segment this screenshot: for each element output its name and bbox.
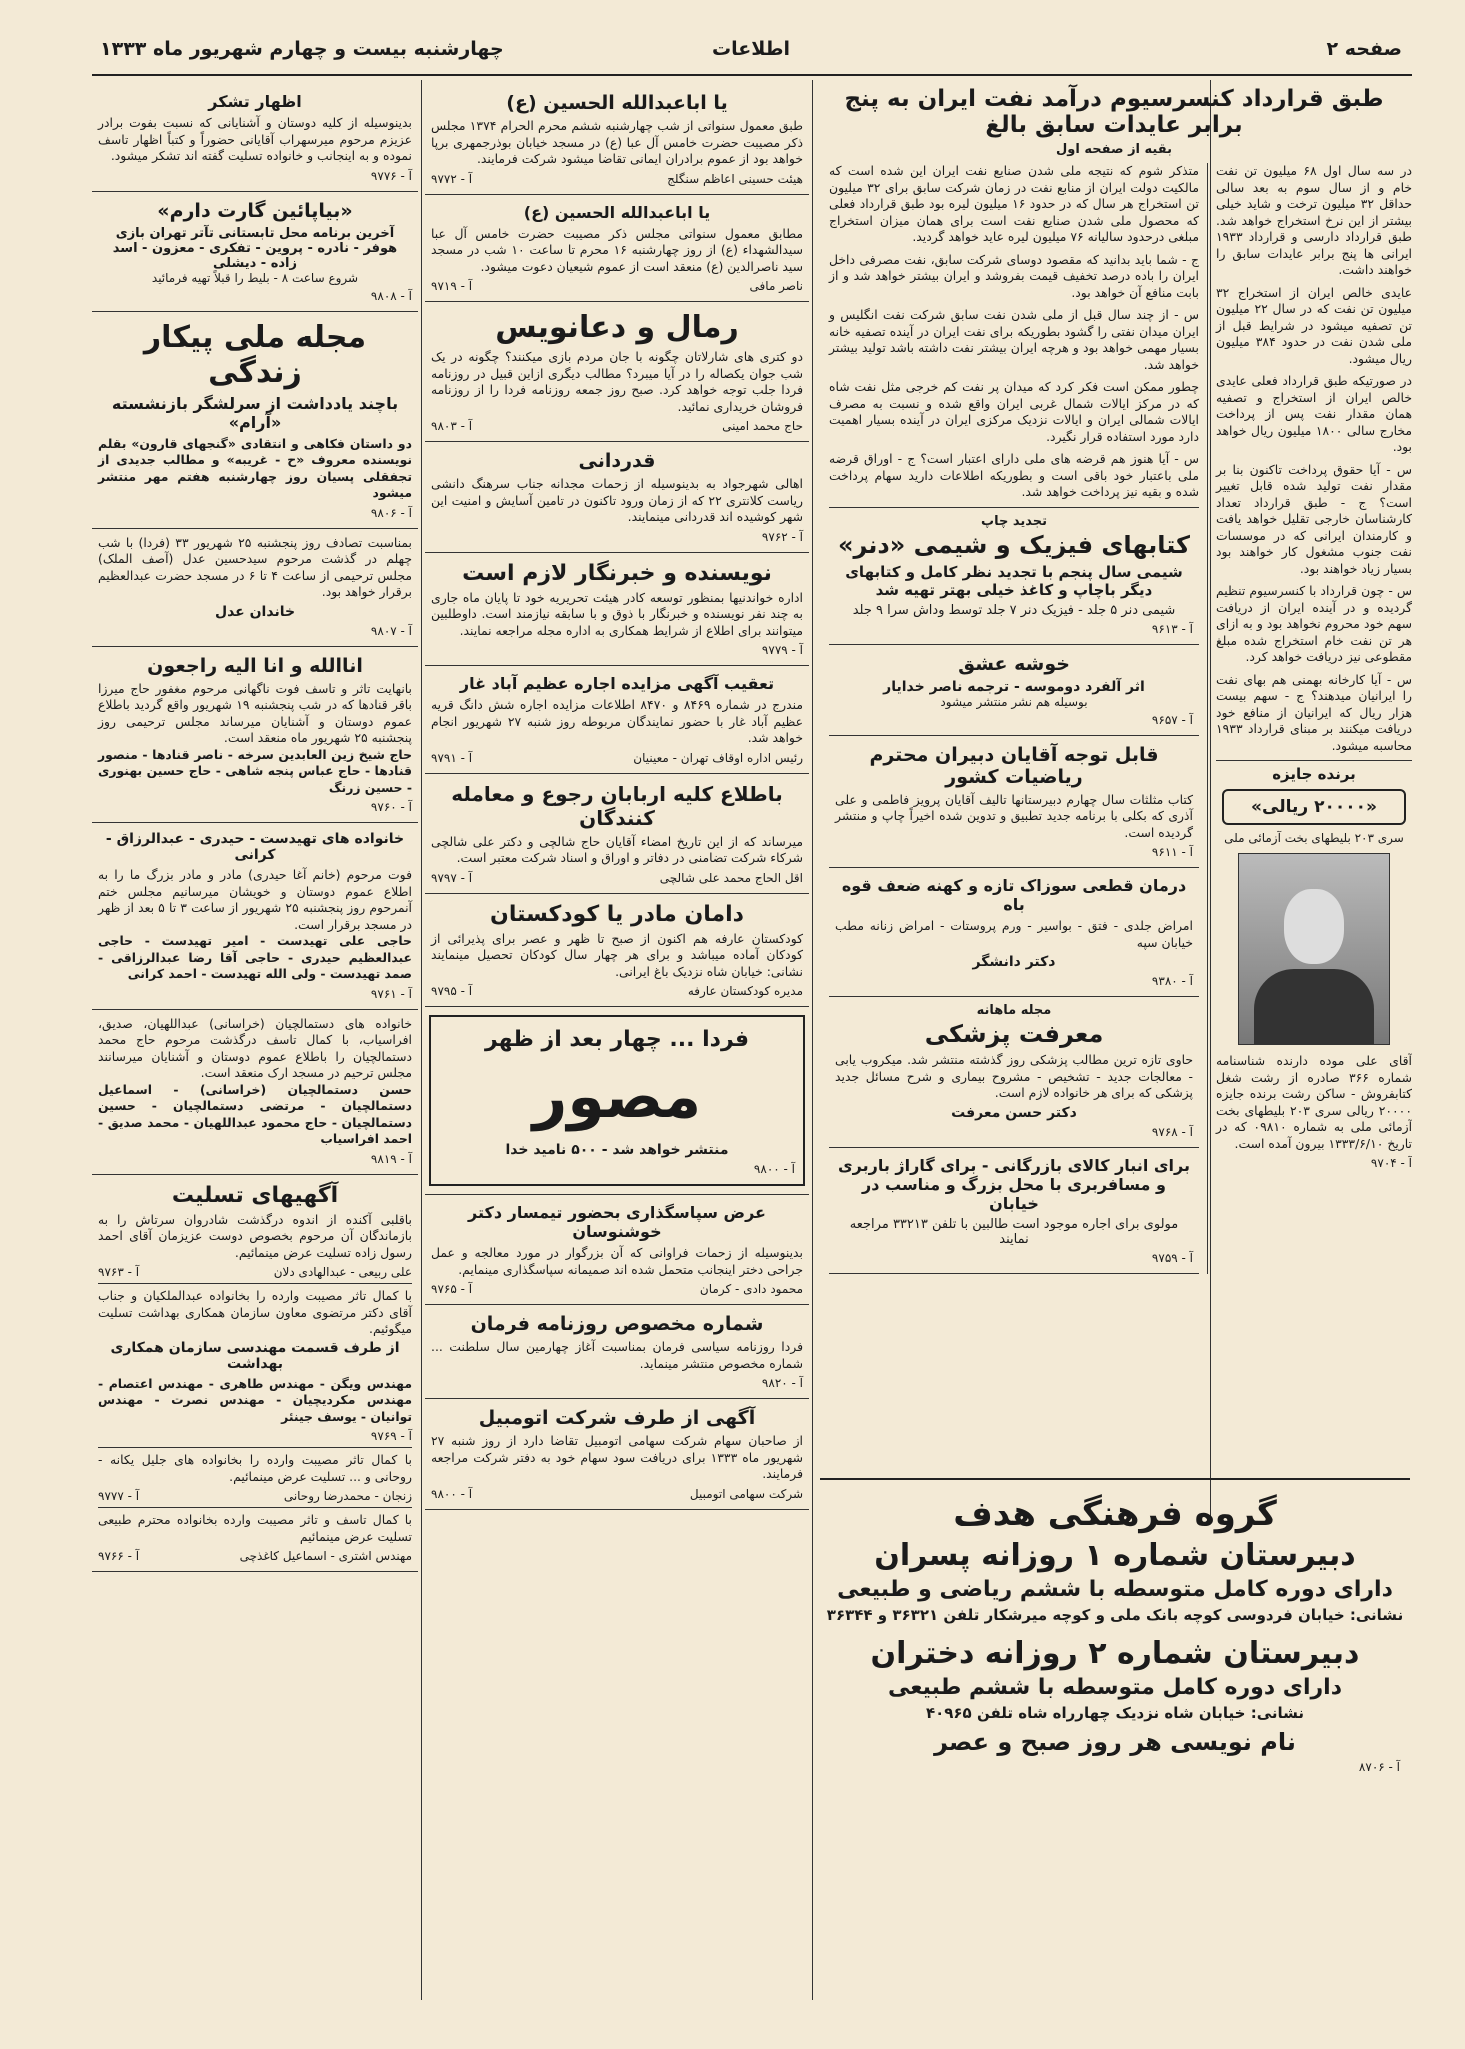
ad-text: بانهایت تاثر و تاسف فوت ناگهانی مرحوم مغفور حاج میرزا باقر قنادها که در شب پنجشنبه ۱۹ شهریور واقع گردید باطلاع عموم دوستان و آشنایان میرساند مجلس ترحیمی روز پنجشنبه ۲۵ شهریور ماه منعقد است. bbox=[98, 680, 412, 745]
ad-hadaf-schools bbox=[820, 1478, 1410, 2020]
ad-code: آ - ۹۷۷۷ bbox=[98, 1489, 140, 1503]
ad-names: حاجی علی تهیدست - امیر تهیدست - حاجی عبدالعظیم حیدری - حاجی آقا رضا عبدالرزاقی - صمد تهیدست - ولی الله تهیدست - احمد کرانی bbox=[98, 933, 412, 981]
column-divider bbox=[812, 80, 813, 2000]
ad-fortune-tellers bbox=[425, 302, 809, 442]
ad-mosavar-magazine bbox=[429, 1015, 805, 1186]
ad-text: اثر آلفرد دوموسه - ترجمه ناصر خدایار bbox=[883, 678, 1145, 695]
ad-code: آ - ۹۷۷۶ bbox=[370, 168, 412, 183]
ad-appreciation bbox=[425, 442, 809, 553]
column-divider bbox=[421, 80, 422, 2000]
ad-title: معرفت پزشکی bbox=[924, 1020, 1104, 1048]
ad-signature: خاندان عدل bbox=[214, 603, 296, 620]
ad-code: آ - ۹۷۶۲ bbox=[761, 529, 803, 544]
ad-code: آ - ۹۸۰۷ bbox=[370, 623, 412, 638]
ad-code: آ - ۹۶۱۱ bbox=[1151, 845, 1193, 859]
page-number: صفحه ۲ bbox=[1326, 38, 1402, 60]
ad-code: آ - ۹۸۰۸ bbox=[370, 288, 412, 303]
ad-theater bbox=[92, 192, 418, 312]
ad-title: «بیاپائین گارت دارم» bbox=[157, 199, 353, 222]
ad-thanks-doctor bbox=[425, 1194, 809, 1305]
lead-article-column bbox=[816, 84, 1412, 1484]
ad-title: عرض سپاسگذاری بحضور تیمسار دکتر خوشنوسان bbox=[468, 1203, 766, 1241]
newspaper-name: اطلاعات bbox=[712, 38, 791, 60]
ad-code: آ - ۹۷۷۹ bbox=[761, 643, 803, 657]
ad-signature: دکتر حسن معرفت bbox=[951, 1104, 1077, 1121]
ad-obituary-3 bbox=[92, 1010, 418, 1175]
ad-obituary-1 bbox=[92, 647, 418, 824]
ad-code: آ - ۹۸۰۰ bbox=[431, 1486, 473, 1501]
ad-code: آ - ۹۳۸۰ bbox=[1151, 974, 1193, 988]
school-detail: دارای دوره کامل متوسطه با ششم ریاضی و طبیعی bbox=[837, 1577, 1393, 1602]
prize-series: سری ۲۰۳ بلیطهای بخت آزمائی ملی bbox=[1224, 831, 1404, 845]
ad-book-love bbox=[829, 645, 1199, 736]
ad-title: شماره مخصوص روزنامه فرمان bbox=[470, 1313, 764, 1335]
ad-code: آ - ۹۷۶۸ bbox=[1151, 1124, 1193, 1139]
ad-text: بدینوسیله از کلیه دوستان و آشنایانی که نسبت بفوت برادر عزیزم مرحوم میرسهراب آقایانی حضوراً و کتباً اظهار تاسف نموده و به اینجانب و خانواده تسلیت گفته اند تشکر میشود. bbox=[98, 115, 412, 163]
ad-code: آ - ۹۷۶۹ bbox=[370, 1429, 412, 1443]
ad-math-teachers bbox=[829, 736, 1199, 869]
ad-title: اظهار تشکر bbox=[208, 92, 302, 111]
ad-signature: شرکت سهامی اتومبیل bbox=[689, 1486, 803, 1501]
ad-text: خانواده های دستمالچیان (خراسانی) عبداللهیان، صدیق، افراسیاب، با کمال تاسف درگذشت مرحوم حاج محمد دستمالچیان را باطلاع عموم دوستان و آشنایان میرسانند مجلس ترحیم در مسجد ارک منعقد است. bbox=[98, 1015, 412, 1080]
ad-signature: حاج محمد امینی bbox=[722, 419, 803, 433]
ad-code: آ - ۹۷۱۹ bbox=[431, 279, 473, 293]
ad-text: با کمال تاسف و تاثر مصیبت وارده بخانواده محترم طبیعی تسلیت عرض مینمائیم bbox=[98, 1512, 412, 1544]
ad-signature: مهندس اشتری - اسماعیل کاغذچی bbox=[239, 1549, 412, 1563]
ad-code: آ - ۹۶۱۳ bbox=[1151, 621, 1193, 636]
ad-signature: هیئت حسینی اعاظم سنگلج bbox=[667, 171, 803, 186]
ad-title: باطلاع کلیه اربابان رجوع و معامله کنندگان bbox=[451, 781, 783, 830]
school-name: دبیرستان شماره ۱ روزانه پسران bbox=[874, 1538, 1356, 1573]
ad-text: بمناسبت تصادف روز پنجشنبه ۲۵ شهریور ۳۳ (فردا) با شب چهلم در گذشت مرحوم سیدحسین عدل (آصف الملک) مجلس ترحیمی از ساعت ۴ تا ۶ در مسجد حضرت عبدالعظیم برقرار خواهد بود. bbox=[98, 534, 412, 599]
ad-memorial-adl bbox=[92, 529, 418, 647]
ad-title: اناالله و انا الیه راجعون bbox=[147, 654, 363, 677]
ad-text: اهالی شهرجواد به بدینوسیله از زحمات مجدانه جناب سرهنگ دانشی ریاست کلانتری ۲۲ که از زمان ورود تاکنون در تامین آسایش و امنیت این شهر کوشیده اند قدردانی مینمایند. bbox=[431, 476, 803, 524]
ad-text: شیمی دنر ۵ جلد - فیزیک دنر ۷ جلد توسط وداش سرا ۹ جلد bbox=[852, 602, 1176, 618]
notices-column bbox=[92, 84, 418, 2014]
section-title: آگهیهای تسلیت bbox=[171, 1182, 339, 1208]
ad-code: آ - ۹۷۶۰ bbox=[370, 800, 412, 814]
ad-text: دو کتری های شارلاتان چگونه با جان مردم بازی میکنند؟ چگونه در یک شب جوان یکصاله را در آیا میبرد؟ مطالب دیگری ازاین قبیل در روزنامه فردا جلب توجه خواهد کرد. صبح روز جمعه روزنامه فردا را از روزنامه فروشان خریداری نمائید. bbox=[431, 349, 803, 414]
lead-paragraph: در سه سال اول ۶۸ میلیون تن نفت خام و از سال سوم به بعد سالی حداقل ۳۲ میلیون ترخت و شاید خیلی بیشتر از این نرخ استخراج خواهد شد. طبق قرارداد دارسی و قرارداد ۱۹۳۳ ایرانی ها پنج برابر عایدات سابق را خواهند داشت. bbox=[1216, 163, 1412, 277]
ad-text: با کمال تاثر مصیبت وارده را بخانواده های جلیل یکانه - روحانی و ... تسلیت عرض مینمائیم. bbox=[98, 1452, 412, 1484]
ad-title: نویسنده و خبرنگار لازم است bbox=[462, 560, 772, 586]
lead-paragraph: س - آیا حقوق پرداخت تاکنون بنا بر مقدار نفت تولید شده قابل تغییر است؟ ج - طبق قرارداد تعداد کارشناسان خارجی تقلیل خواهد یافت و کارمندان ایرانی که در موسسات نفت جنوب مشغول کار خواهند بود بسیار زیاد خواهند بود. bbox=[1216, 461, 1412, 576]
lead-paragraph: س - آیا کارخانه بهمنی هم بهای نفت را ایرانیان میدهند؟ ج - سهم بیست هزار ریال که ایرانیان از منافع خود دریافت میکنند بر مبنای قرارداد ۱۹۳۳ محاسبه میشود. bbox=[1216, 671, 1412, 753]
ad-thanks bbox=[92, 84, 418, 192]
ad-code: آ - ۹۷۹۱ bbox=[431, 750, 473, 765]
ad-code: آ - ۹۷۵۹ bbox=[1151, 1250, 1193, 1265]
lead-headline: طبق قرارداد کنسرسیوم درآمد نفت ایران به پنج برابر عایدات سابق بالغ bbox=[844, 86, 1384, 138]
ad-text: باقلبی آکنده از اندوه درگذشت شادروان سرتاش را به بازماندگان آن مرحوم بخصوص دوست عزیزمان آقای احمد رسول زاده تسلیت عرض مینمائیم. bbox=[98, 1211, 412, 1260]
ad-title: دامان مادر یا کودکستان bbox=[490, 901, 744, 927]
ad-auction bbox=[425, 666, 809, 774]
ad-names: حاج شیخ زین العابدین سرخه - ناصر قنادها - منصور قنادها - حاج عباس پنجه شاهی - حاج حسین بهنوری - حسین زرنگ bbox=[98, 746, 412, 795]
ad-kicker: مجله ماهانه bbox=[976, 1003, 1052, 1018]
ad-text: فوت مرحوم (خانم آغا حیدری) مادر و مادر بزرگ ما را به اطلاع عموم دوستان و خویشان میرسانیم مجلس ختم آنمرحوم روز پنجشنبه ۲۵ شهریور از ساعت ۳ تا ۵ بعد از ظهر در مسجد برقرار است. bbox=[98, 867, 412, 932]
prize-heading: برنده جایزه bbox=[1272, 765, 1356, 783]
winner-photo bbox=[1238, 853, 1390, 1045]
ad-text: امراض جلدی - فتق - بواسیر - ورم پروستات - امراض زنانه مطب خیابان سپه bbox=[835, 918, 1193, 950]
ad-title: خوشه عشق bbox=[958, 652, 1070, 675]
ad-physics-books bbox=[829, 507, 1199, 645]
lead-paragraph: عایدی خالص ایران از استخراج ۳۲ میلیون تن نفت که در سال ۲۲ میلیون تن تصفیه میشود در شرایط قبل از ملی شدن نفت در حدود ۳۸۴ میلیون ریال میشود. bbox=[1216, 284, 1412, 366]
ad-code: آ - ۹۷۰۴ bbox=[1370, 1156, 1412, 1170]
ad-text: کودکستان عارفه هم اکنون از صبح تا ظهر و عصر برای پذیرائی از کودکان آماده میباشد و برای هر چهار سال کودکان تحصیل مینمایند نشانی: خیابان شاه نزدیک باغ ایرانی. bbox=[431, 930, 803, 979]
ad-code: آ - ۹۸۰۰ bbox=[753, 1162, 795, 1176]
ad-farman bbox=[425, 1305, 809, 1399]
ad-signature: محمود دادی - کرمان bbox=[699, 1282, 803, 1296]
middle-ads-column bbox=[425, 84, 809, 2014]
ad-title: گروه فرهنگی هدف bbox=[953, 1494, 1277, 1534]
ad-code: آ - ۹۸۱۹ bbox=[370, 1151, 412, 1166]
ad-signature: رئیس اداره اوقاف تهران - معینیان bbox=[633, 750, 803, 765]
ad-kicker: فردا ... چهار بعد از ظهر bbox=[484, 1027, 750, 1052]
ad-code: آ - ۹۷۷۲ bbox=[431, 171, 473, 186]
ad-title: قابل توجه آقایان دبیران محترم ریاضیات کشور bbox=[869, 743, 1159, 788]
article-paragraph: س - از چند سال قبل از ملی شدن نفت سابق شرکت نفت انگلیس و ایران میدان نفتی را گشود بطوریکه برای نفت ایران در آینده تصفیه خانه بسیار مهمی خواهد بود و هرچه ایران بیشتر نفت داشته باشد تولید بیشتر خواهد شد. bbox=[829, 307, 1199, 372]
lead-subtitle: بقیه از صفحه اول bbox=[1056, 142, 1172, 157]
ad-text: شیمی سال پنجم با تجدید نظر کامل و کتابهای دیگر باچاپ و کاغذ خیلی بهتر تهیه شد bbox=[845, 562, 1183, 599]
ad-medical-magazine bbox=[829, 997, 1199, 1148]
ad-text: بدینوسیله از زحمات فراوانی که آن بزرگوار در مورد معالجه و عمل جراحی دختر اینجانب متحمل شده اند صمیمانه سپاسگذاری مینمایم. bbox=[431, 1245, 803, 1277]
condolence-section bbox=[92, 1175, 418, 1573]
lead-paragraph: س - چون قرارداد با کنسرسیوم تنظیم گردیده و در آینده ایران از دریافت سهم خود محروم نخواهد بود و به ازای هر تن نفت خام استخراج شده مبلغ مقطوعی نیز دریافت خواهد کرد. bbox=[1216, 583, 1412, 664]
winner-caption: آقای علی موده دارنده شناسنامه شماره ۳۶۶ صادره از رشت شغل کتابفروش - ساکن رشت برنده جایزه ۲۰۰۰۰ ریالی سری ۲۰۳ بلیطهای بخت آزمائی ملی به شماره ۰۹۸۱۰ که در تاریخ ۱۳۳۳/۶/۱۰ بیرون آمده است. bbox=[1216, 1053, 1412, 1151]
ad-text: بوسیله هم نشر منتشر میشود bbox=[940, 694, 1088, 709]
ad-code: آ - ۹۷۶۳ bbox=[98, 1265, 140, 1279]
ad-clinic bbox=[829, 868, 1199, 997]
ad-title: کتابهای فیزیک و شیمی «دنر» bbox=[837, 530, 1191, 559]
ad-title: رمال و دعانویس bbox=[495, 310, 739, 345]
ad-code: آ - ۹۸۲۰ bbox=[761, 1376, 803, 1390]
issue-date: چهارشنبه بیست و چهارم شهریور ماه ۱۳۳۳ bbox=[100, 38, 504, 60]
ad-text: مندرج در شماره ۸۴۶۹ و ۸۴۷۰ اطلاعات مزایده اجاره شش دانگ قریه عظیم آباد غار با حضور نمایندگان مربوطه روز شنبه ۲۷ شهریور انجام خواهد شد. bbox=[431, 697, 803, 745]
ad-text: طبق معمول سنواتی از شب چهارشنبه ششم محرم الحرام ۱۳۷۴ مجلس ذکر مصیبت حضرت خامس آل عبا (ع) در مسجد خیابان بوذرجمهری برپا خواهد بود از عموم برادران ایمانی تقاضا میشود شرکت فرمایند. bbox=[431, 118, 803, 166]
lead-article-right bbox=[1216, 163, 1412, 1274]
school-name: دبیرستان شماره ۲ روزانه دختران bbox=[870, 1636, 1360, 1671]
ad-title: برای انبار کالای بازرگانی - برای گاراژ باربری و مسافربری با محل بزرگ و مناسب در خیابان bbox=[838, 1155, 1190, 1213]
ad-text: اداره خواندنیها بمنظور توسعه کادر هیئت تحریریه خود تا پایان ماه جاری به چند نفر نویسنده و خبرنگار با ذوق و با سابقه نیازمند است. داوطلبین میتوانند برای اطلاع از شرایط همکاری به اداره مجله مراجعه نمایند. bbox=[431, 589, 803, 638]
ad-text: با کمال تاثر مصیبت وارده را بخانواده عبدالملکیان و جناب آقای دکتر مرتضوی معاون سازمان همکاری بهداشت تسلیت میگوئیم. bbox=[98, 1288, 412, 1336]
ad-writer-wanted bbox=[425, 553, 809, 667]
ad-code: آ - ۹۷۶۱ bbox=[370, 986, 412, 1001]
ad-signature: ناصر مافی bbox=[749, 279, 803, 293]
ad-text: شروع ساعت ۸ - بلیط را قبلاً تهیه فرمائید bbox=[151, 270, 359, 285]
article-paragraph: ج - شما باید بدانید که مقصود دوسای شرکت سابق، نفت مصرفی داخل ایران را باده درصد تخفیف قیمت بفروشد و ایران بیشتر خواهد شد و از بابت منافع آن خواهد بود. bbox=[829, 251, 1199, 300]
ad-subtitle: باچند یادداشت از سرلشگر بازنشسته «آرام» bbox=[111, 393, 399, 432]
lead-paragraph: در صورتیکه طبق قرارداد فعلی عایدی خالص ایران از استخراج و تصفیه همان مقدار نفت پس از پرداخت مخارج سالی ۱۸۰۰ میلیون ریال خواهد بود. bbox=[1216, 373, 1412, 454]
ad-text: منتشر خواهد شد - ۵۰۰ نامید خدا bbox=[505, 1142, 729, 1158]
school-registration: نام نویسی هر روز صبح و عصر bbox=[934, 1728, 1296, 1756]
ad-code: آ - ۸۷۰۶ bbox=[1358, 1760, 1400, 1774]
ad-title: قدردانی bbox=[578, 450, 656, 472]
ad-notice-clients bbox=[425, 774, 809, 894]
ad-code: آ - ۹۸۰۳ bbox=[431, 419, 473, 433]
ad-code: آ - ۹۷۹۵ bbox=[431, 984, 473, 998]
ad-signature: اقل الحاج محمد علی شالچی bbox=[659, 870, 803, 885]
ad-text: آخرین برنامه محل تابستانی تآتر تهران بازی هوفر - نادره - پروین - تفکری - معزون - اسد زاده - دیشلی bbox=[112, 225, 398, 271]
ad-text: مطابق معمول سنواتی مجلس ذکر مصیبت حضرت خامس آل عبا سیدالشهداء (ع) از روز چهارشنبه ۱۶ محرم تا ساعت ۱۰ شب در مسجد سید ناصرالدین (ع) منعقد است از عموم شیعیان دعوت میشود. bbox=[431, 225, 803, 274]
prize-amount: «۲۰۰۰۰ ریالی» bbox=[1222, 789, 1406, 825]
ad-code: آ - ۹۶۵۷ bbox=[1151, 712, 1193, 727]
ad-text: دو داستان فکاهی و انتقادی «گنجهای قارون» بقلم نویسنده معروف «ح - غریبه» و مطالب جدیدی از تجفقلی پسیان روز چهارشنبه هفتم مهر منتشر میشود bbox=[98, 435, 412, 500]
ad-text: از صاحبان سهام شرکت سهامی اتومبیل تقاضا دارد از روز شنبه ۲۷ شهریور ماه ۱۳۳۳ برای دریافت سود سهام خود به دفتر شرکت مراجعه فرمایند. bbox=[431, 1433, 803, 1481]
school-address: نشانی: خیابان شاه نزدیک چهارراه شاه تلفن ۴۰۹۶۵ bbox=[925, 1704, 1305, 1722]
ad-signature: زنجان - محمدرضا روحانی bbox=[283, 1489, 412, 1503]
ad-obituary-2 bbox=[92, 823, 418, 1010]
ad-mourning-2 bbox=[425, 195, 809, 303]
ad-title: یا اباعبدالله الحسین (ع) bbox=[506, 92, 728, 114]
ad-code: آ - ۹۸۰۶ bbox=[370, 505, 412, 520]
ad-title: خانواده های تهیدست - حیدری - عبدالرزاق - کرانی bbox=[105, 831, 405, 863]
ad-names: حسن دستمالچیان (خراسانی) - اسماعیل دستمالچیان - مرتضی دستمالچیان - حسین دستمالچیان - حاج محمود عبداللهیان - محمد صدیق - احمد افراسیاب bbox=[98, 1081, 412, 1146]
school-detail: دارای دوره کامل متوسطه با ششم طبیعی bbox=[887, 1675, 1343, 1700]
ad-warehouse bbox=[829, 1148, 1199, 1274]
ad-text: فردا روزنامه سیاسی فرمان بمناسبت آغاز چهارمین سال سلطنت ... شماره مخصوص منتشر مینماید. bbox=[431, 1339, 803, 1371]
school-address: نشانی: خیابان فردوسی کوچه بانک ملی و کوچه میرشکار تلفن ۳۶۳۲۱ و ۳۶۳۴۴ bbox=[826, 1606, 1404, 1624]
ad-signature: علی ربیعی - عبدالهادی دلان bbox=[273, 1265, 412, 1279]
ad-code: آ - ۹۷۶۵ bbox=[431, 1282, 473, 1296]
ad-mourning-1 bbox=[425, 84, 809, 195]
ad-text: میرساند که از این تاریخ امضاء آقایان حاج شالچی و دکتر علی شالچی شرکاء شرکت تضامنی در دفاتر و اوراق و اسناد شرکت معتبر است. bbox=[431, 833, 803, 865]
ad-kicker: تجدید چاپ bbox=[981, 513, 1047, 529]
ad-title: تعقیب آگهی مزایده اجاره عظیم آباد غار bbox=[459, 674, 775, 693]
ad-peykar-magazine bbox=[92, 312, 418, 529]
ad-title: مجله ملی پیکار زندگی bbox=[143, 319, 367, 390]
ad-code: آ - ۹۷۶۶ bbox=[98, 1549, 140, 1563]
ad-title: آگهی از طرف شرکت اتومبیل bbox=[478, 1407, 756, 1429]
ad-code: آ - ۹۷۹۷ bbox=[431, 870, 473, 885]
article-paragraph: متذکر شوم که نتیجه ملی شدن صنایع نفت ایران این شده است که مالکیت دولت ایران از منابع نفت در زمان شرکت سابق برای ۳۲ میلیون تن استخراج هر سال که در حدود ۱۶ میلیون لیره بود طبق قرارداد فعلی که محصول ملی شدن صنایع نفت است برای همان میزان استخراج مبلغی درحدود سالیانه ۷۶ میلیون لیره عاید خواهد گردید. bbox=[829, 163, 1200, 244]
ad-text: مولوی برای اجاره موجود است طالبین با تلفن ۳۳۲۱۳ مراجعه نمایند bbox=[849, 1216, 1179, 1247]
lead-article-left bbox=[829, 163, 1199, 1274]
ad-names: مهندس ویگن - مهندس طاهری - مهندس اعتصام - مهندس مکردیچیان - مهندس نصرت - مهندس توانیان - یوسف جینئر bbox=[98, 1375, 412, 1424]
ad-signature: مدیره کودکستان عارفه bbox=[687, 984, 803, 998]
ad-title: از طرف قسمت مهندسی سازمان همکاری بهداشت bbox=[110, 1339, 400, 1372]
ad-title: یا اباعبدالله الحسین (ع) bbox=[523, 202, 711, 222]
ad-text: کتاب مثلثات سال چهارم دبیرستانها تالیف آقایان پرویز فاطمی و علی آذری که بکلی با برنامه جدید تطبیق و تدوین شده اخیراً چاپ و منتشر گردیده است. bbox=[835, 791, 1193, 840]
article-paragraph: س - آیا هنوز هم قرضه های ملی دارای اعتبار است؟ ج - اوراق قرضه ملی باعتبار خود باقی است و بطوریکه اطلاعات دارید سهام پرداخت شده و بقیه نیز پرداخت خواهد شد. bbox=[829, 451, 1199, 499]
ad-text: حاوی تازه ترین مطالب پزشکی روز گذشته منتشر شد. میکروب یابی - معالجات جدید - تشخیص - مشروح بیماری و شرح مسائل جدید پزشکی که برای هر خانواده لازم است. bbox=[835, 1052, 1193, 1100]
ad-kindergarten bbox=[425, 894, 809, 1008]
page-header bbox=[92, 28, 1412, 76]
ad-car-company bbox=[425, 1399, 809, 1510]
ad-title: درمان قطعی سوزاک تازه و کهنه ضعف قوه باه bbox=[841, 876, 1187, 914]
ad-signature: دکتر دانشگر bbox=[972, 954, 1056, 970]
ad-title: مصور bbox=[532, 1062, 702, 1132]
article-paragraph: چطور ممکن است فکر کرد که میدان پر نفت کم خرجی مثل نفت شاه که در مرکز ایالات شمال غربی ایران واقع شده و نسبت به مصرف ایالات شمالی ایران و ایالات نزدیک مرکزی ایران در آینده بسیار اهمیت دارد مورد استفاده قرار نگیرد. bbox=[829, 379, 1199, 444]
